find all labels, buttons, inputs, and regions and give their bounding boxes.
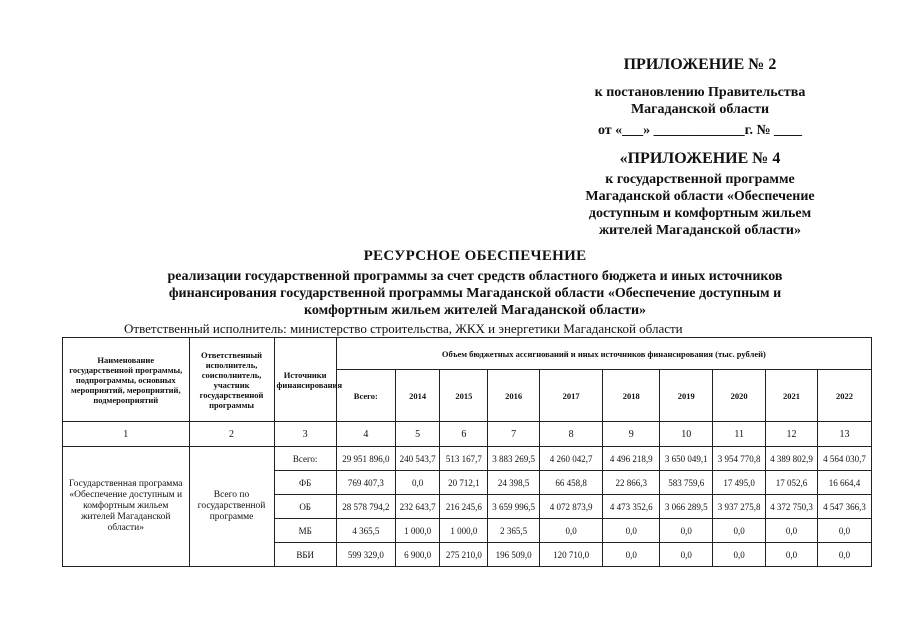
table-row xyxy=(63,447,872,471)
value-cell: 66 458,8 xyxy=(540,471,603,495)
value-cell: 3 066 289,5 xyxy=(660,495,713,519)
value-cell: 769 407,3 xyxy=(336,471,395,495)
value-cell: 0,0 xyxy=(766,519,818,543)
column-header-year: 2014 xyxy=(395,370,440,422)
value-cell: 216 245,6 xyxy=(440,495,488,519)
column-number: 7 xyxy=(488,422,540,447)
value-cell: 4 389 802,9 xyxy=(766,447,818,471)
column-number: 1 xyxy=(63,422,190,447)
value-cell: 24 398,5 xyxy=(488,471,540,495)
source-cell: ФБ xyxy=(274,471,336,495)
value-cell: 4 547 366,3 xyxy=(817,495,871,519)
value-cell: 0,0 xyxy=(713,543,766,567)
value-cell: 3 650 049,1 xyxy=(660,447,713,471)
value-cell: 4 496 218,9 xyxy=(603,447,660,471)
column-header-year: 2019 xyxy=(660,370,713,422)
value-cell: 3 883 269,5 xyxy=(488,447,540,471)
appendix-2-title: ПРИЛОЖЕНИЕ № 2 xyxy=(623,56,777,73)
value-cell: 4 072 873,9 xyxy=(540,495,603,519)
resource-table xyxy=(62,337,872,567)
value-cell: 275 210,0 xyxy=(440,543,488,567)
column-header-total: Всего: xyxy=(336,370,395,422)
value-cell: 0,0 xyxy=(660,543,713,567)
value-cell: 0,0 xyxy=(766,543,818,567)
value-cell: 232 643,7 xyxy=(395,495,440,519)
column-number: 4 xyxy=(336,422,395,447)
value-cell: 4 260 042,7 xyxy=(540,447,603,471)
value-cell: 3 954 770,8 xyxy=(713,447,766,471)
value-cell: 0,0 xyxy=(395,471,440,495)
value-cell: 3 937 275,8 xyxy=(713,495,766,519)
resolution-reference xyxy=(560,84,840,118)
column-header-source: Источники финансирования xyxy=(274,338,336,422)
value-cell: 17 495,0 xyxy=(713,471,766,495)
column-number: 12 xyxy=(766,422,818,447)
value-cell: 4 473 352,6 xyxy=(603,495,660,519)
source-cell: Всего: xyxy=(274,447,336,471)
value-cell: 513 167,7 xyxy=(440,447,488,471)
value-cell: 0,0 xyxy=(817,519,871,543)
value-cell: 0,0 xyxy=(540,519,603,543)
value-cell: 29 951 896,0 xyxy=(336,447,395,471)
value-cell: 17 052,6 xyxy=(766,471,818,495)
document-subtitle xyxy=(80,268,870,319)
executor-cell: Всего по государственной программе xyxy=(189,447,274,567)
value-cell: 1 000,0 xyxy=(440,519,488,543)
column-header-year: 2016 xyxy=(488,370,540,422)
subtitle-line-2: финансирования государственной программы Магаданской области «Обеспечение доступным и xyxy=(168,286,782,301)
value-cell: 0,0 xyxy=(660,519,713,543)
resolution-line-1: к постановлению Правительства xyxy=(594,85,806,100)
source-cell: ВБИ xyxy=(274,543,336,567)
source-cell: МБ xyxy=(274,519,336,543)
value-cell: 3 659 996,5 xyxy=(488,495,540,519)
value-cell: 4 372 750,3 xyxy=(766,495,818,519)
value-cell: 1 000,0 xyxy=(395,519,440,543)
value-cell: 20 712,1 xyxy=(440,471,488,495)
program-line-3: доступным и комфортным жильем xyxy=(588,206,812,221)
column-header-year: 2020 xyxy=(713,370,766,422)
value-cell: 4 564 030,7 xyxy=(817,447,871,471)
resolution-line-2: Магаданской области xyxy=(630,102,770,117)
column-header-volume: Объем бюджетных ассигнований и иных источников финансирования (тыс. рублей) xyxy=(336,338,871,370)
value-cell: 599 329,0 xyxy=(336,543,395,567)
column-number: 5 xyxy=(395,422,440,447)
program-line-4: жителей Магаданской области» xyxy=(599,223,801,238)
column-number-row xyxy=(63,422,872,447)
subtitle-line-1: реализации государственной программы за счет средств областного бюджета и иных источников xyxy=(167,269,783,284)
column-header-year: 2018 xyxy=(603,370,660,422)
subtitle-line-3: комфортным жильем жителей Магаданской области» xyxy=(303,303,647,318)
column-number: 11 xyxy=(713,422,766,447)
responsible-executor: Ответственный исполнитель: министерство строительства, ЖКХ и энергетики Магаданской области xyxy=(124,321,683,336)
value-cell: 2 365,5 xyxy=(488,519,540,543)
column-number: 9 xyxy=(603,422,660,447)
program-name-cell: Государственная программа «Обеспечение доступным и комфортным жильем жителей Магаданской области» xyxy=(63,447,190,567)
document-title: РЕСУРСНОЕ ОБЕСПЕЧЕНИЕ xyxy=(363,248,587,264)
column-number: 10 xyxy=(660,422,713,447)
value-cell: 4 365,5 xyxy=(336,519,395,543)
value-cell: 0,0 xyxy=(817,543,871,567)
column-header-year: 2022 xyxy=(817,370,871,422)
column-number: 13 xyxy=(817,422,871,447)
value-cell: 6 900,0 xyxy=(395,543,440,567)
column-header-year: 2017 xyxy=(540,370,603,422)
value-cell: 0,0 xyxy=(603,519,660,543)
program-reference xyxy=(560,171,840,239)
program-line-1: к государственной программе xyxy=(605,172,795,187)
column-header-year: 2015 xyxy=(440,370,488,422)
value-cell: 0,0 xyxy=(603,543,660,567)
value-cell: 16 664,4 xyxy=(817,471,871,495)
column-number: 6 xyxy=(440,422,488,447)
appendix-4-title: «ПРИЛОЖЕНИЕ № 4 xyxy=(619,150,781,167)
value-cell: 583 759,6 xyxy=(660,471,713,495)
column-number: 3 xyxy=(274,422,336,447)
value-cell: 0,0 xyxy=(713,519,766,543)
column-number: 8 xyxy=(540,422,603,447)
value-cell: 120 710,0 xyxy=(540,543,603,567)
column-number: 2 xyxy=(189,422,274,447)
value-cell: 22 866,3 xyxy=(603,471,660,495)
date-number-line: от «___» _____________г. № ____ xyxy=(597,123,803,138)
source-cell: ОБ xyxy=(274,495,336,519)
column-header-name: Наименование государственной программы, подпрограммы, основных мероприятий, мероприятий, подмероприятий xyxy=(63,338,190,422)
column-header-executor: Ответственный исполнитель, соисполнитель, участник государственной программы xyxy=(189,338,274,422)
value-cell: 240 543,7 xyxy=(395,447,440,471)
value-cell: 28 578 794,2 xyxy=(336,495,395,519)
program-line-2: Магаданской области «Обеспечение xyxy=(585,189,815,204)
value-cell: 196 509,0 xyxy=(488,543,540,567)
column-header-year: 2021 xyxy=(766,370,818,422)
